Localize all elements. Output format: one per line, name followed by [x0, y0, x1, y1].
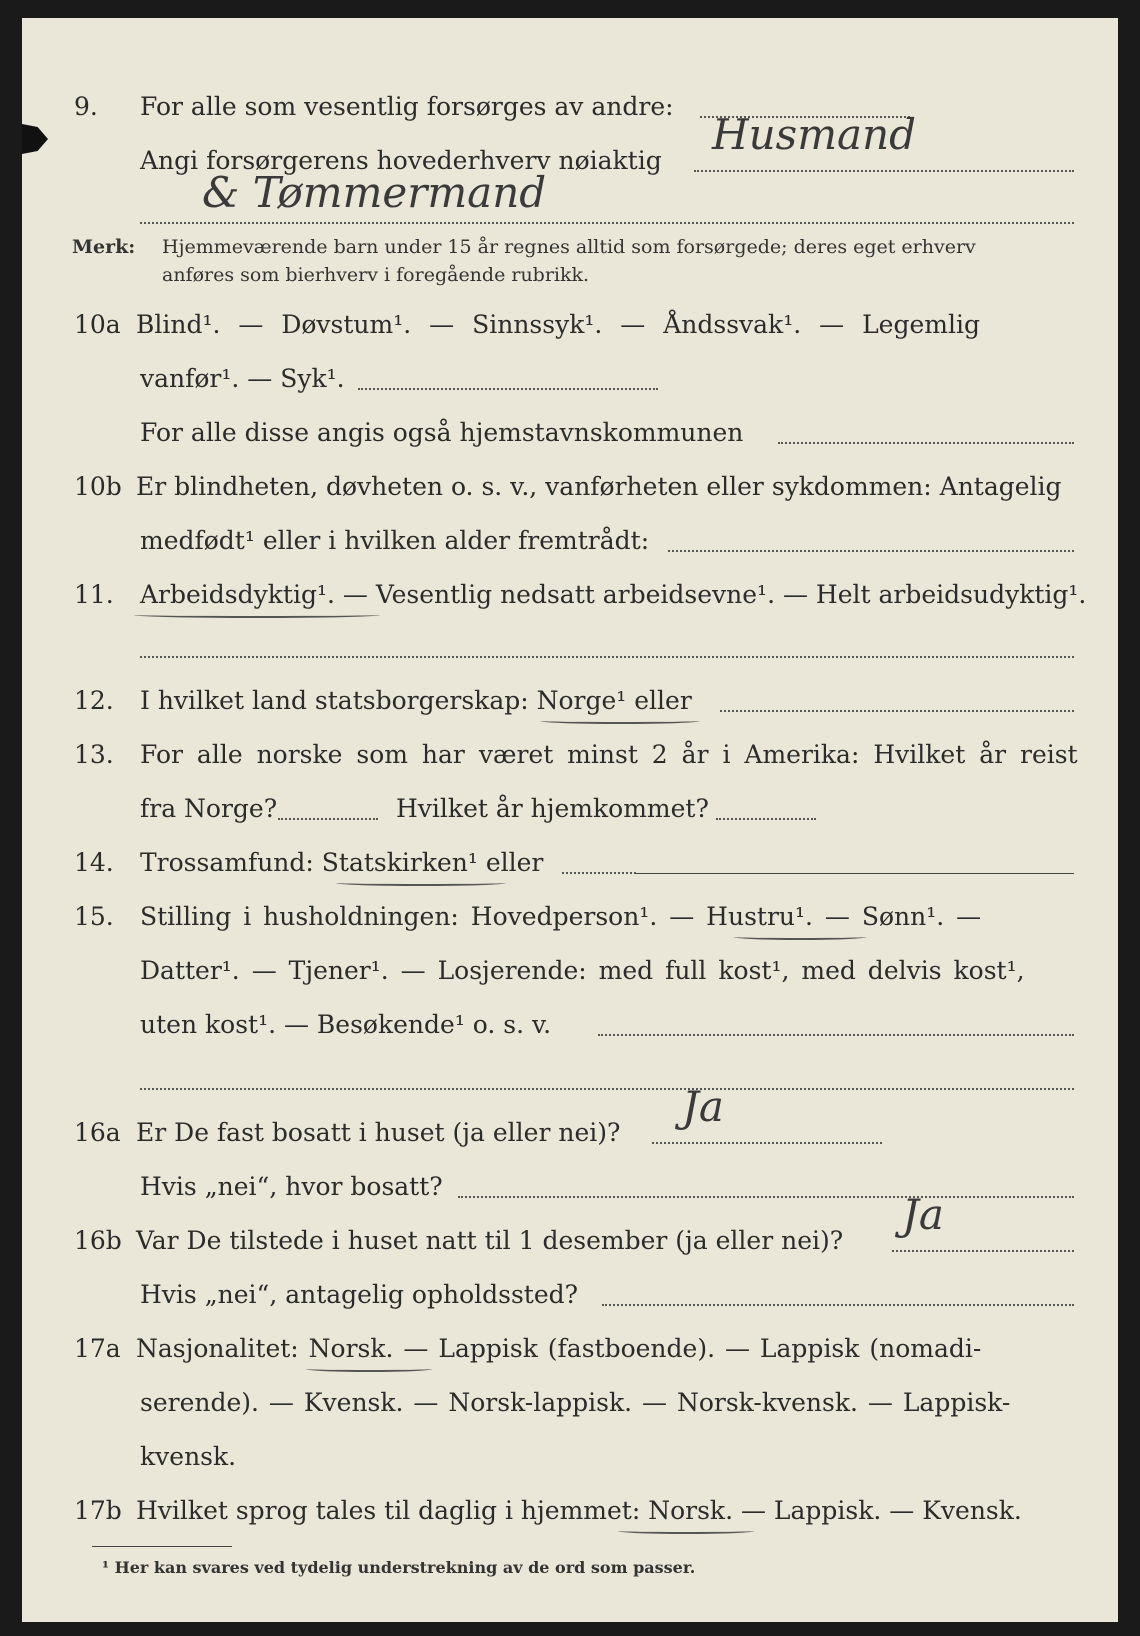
question-text: Angi forsørgerens hovederhverv nøiaktig: [140, 146, 662, 175]
question-text: Er blindheten, døvheten o. s. v., vanførheten eller sykdommen: Antagelig: [136, 472, 1062, 501]
handwritten-answer: Ja: [902, 1190, 944, 1239]
question-text: Stilling i husholdningen: Hovedperson¹. — Hustru¹. — Sønn¹. —: [140, 902, 982, 931]
question-13-line2: [22, 786, 1118, 834]
question-16a-line2: [22, 1164, 1118, 1212]
question-13: [22, 732, 1118, 780]
question-number: 14.: [74, 848, 114, 877]
question-text: For alle disse angis også hjemstavnskommunen: [140, 418, 744, 447]
question-10b-line2: [22, 518, 1118, 566]
question-text: Er De fast bosatt i huset (ja eller nei)?: [136, 1118, 621, 1147]
question-text: serende). — Kvensk. — Norsk-lappisk. — Norsk-kvensk. — Lappisk-: [140, 1388, 1011, 1417]
question-number: 16a: [74, 1118, 121, 1147]
question-text: Datter¹. — Tjener¹. — Losjerende: med full kost¹, med delvis kost¹,: [140, 956, 1025, 985]
question-10a-line2: [22, 356, 1118, 404]
underline-mark: [734, 934, 866, 940]
question-number: 10b: [74, 472, 122, 501]
question-text: fra Norge?: [140, 794, 278, 823]
question-17a-line3: [22, 1434, 1118, 1482]
note-line2: [22, 256, 1118, 304]
question-number: 9.: [74, 92, 98, 121]
question-16a: [22, 1110, 1118, 1158]
question-number: 11.: [74, 580, 114, 609]
question-text: Trossamfund: Statskirken¹ eller: [140, 848, 544, 877]
question-text: Var De tilstede i huset natt til 1 desember (ja eller nei)?: [136, 1226, 844, 1255]
census-form-page: [22, 18, 1118, 1622]
question-10a: [22, 302, 1118, 350]
question-number: 13.: [74, 740, 114, 769]
note-text: Hjemmeværende barn under 15 år regnes alltid som forsørgede; deres eget erhverv: [162, 236, 976, 258]
footnote: ¹ Her kan svares ved tydelig understrekning av de ord som passer.: [102, 1558, 696, 1577]
question-number: 17a: [74, 1334, 121, 1363]
question-text: Hvilket år hjemkommet?: [396, 794, 709, 823]
question-number: 12.: [74, 686, 114, 715]
question-17a-line2: [22, 1380, 1118, 1428]
question-17a: [22, 1326, 1118, 1374]
underline-mark: [306, 1366, 432, 1372]
question-10b: [22, 464, 1118, 512]
note-text: anføres som bierhverv i foregående rubrikk.: [162, 264, 590, 286]
question-text: Hvis „nei“, hvor bosatt?: [140, 1172, 443, 1201]
footnote-rule: [92, 1546, 232, 1547]
question-9-line2: [22, 138, 1118, 186]
question-16b-line2: [22, 1272, 1118, 1320]
underline-mark: [540, 718, 700, 724]
question-15-line2: [22, 948, 1118, 996]
question-number: 16b: [74, 1226, 122, 1255]
question-text: Hvis „nei“, antagelig opholdssted?: [140, 1280, 579, 1309]
question-text: uten kost¹. — Besøkende¹ o. s. v.: [140, 1010, 552, 1039]
handwritten-answer: Husmand: [712, 110, 917, 159]
question-text: vanfør¹. — Syk¹.: [140, 364, 345, 393]
question-number: 10a: [74, 310, 121, 339]
question-text: For alle norske som har været minst 2 år i Amerika: Hvilket år reist: [140, 740, 1078, 769]
question-number: 15.: [74, 902, 114, 931]
underline-mark: [618, 1528, 754, 1534]
question-10a-line3: [22, 410, 1118, 458]
question-text: I hvilket land statsborgerskap: Norge¹ eller: [140, 686, 692, 715]
note-label: Merk:: [72, 236, 136, 258]
question-text: Hvilket sprog tales til daglig i hjemmet: Norsk. — Lappisk. — Kvensk.: [136, 1496, 1022, 1525]
handwritten-answer: & Tømmermand: [202, 168, 547, 217]
question-number: 17b: [74, 1496, 122, 1525]
underline-mark: [336, 880, 506, 886]
question-14: [22, 840, 1118, 888]
question-15-line3: [22, 1002, 1118, 1050]
question-text: kvensk.: [140, 1442, 237, 1471]
handwritten-answer: Ja: [682, 1082, 724, 1131]
question-text: For alle som vesentlig forsørges av andre:: [140, 92, 674, 121]
question-text: Arbeidsdyktig¹. — Vesentlig nedsatt arbeidsevne¹. — Helt arbeidsudyktig¹.: [140, 580, 1087, 609]
question-16b: [22, 1218, 1118, 1266]
question-15: [22, 894, 1118, 942]
question-text: medfødt¹ eller i hvilken alder fremtrådt:: [140, 526, 650, 555]
underline-mark: [134, 612, 380, 618]
question-17b: [22, 1488, 1118, 1536]
question-text: Nasjonalitet: Norsk. — Lappisk (fastboende). — Lappisk (nomadi-: [136, 1334, 982, 1363]
question-text: Blind¹. — Døvstum¹. — Sinnssyk¹. — Åndssvak¹. — Legemlig: [136, 310, 980, 339]
question-9: [22, 84, 1118, 132]
